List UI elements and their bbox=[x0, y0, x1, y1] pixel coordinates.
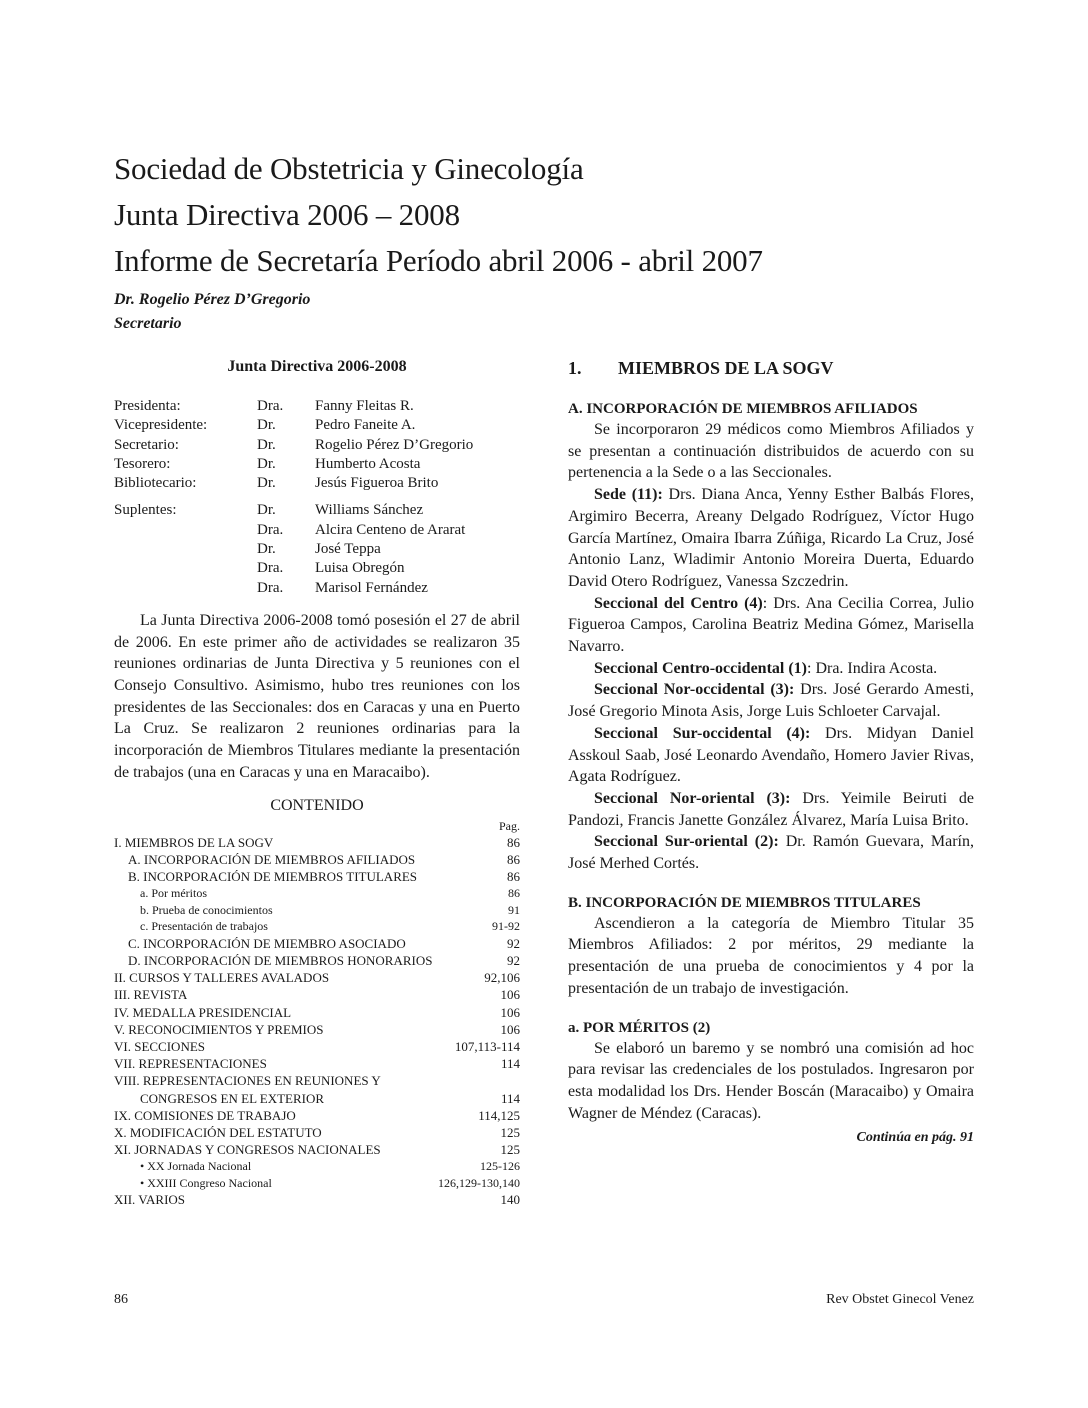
toc-item bbox=[114, 834, 520, 851]
intro-paragraph: La Junta Directiva 2006-2008 tomó posesión el 27 de abril de 2006. En este primer año de actividades se realizaron 35 reuniones ordinarias de Junta Directiva y 5 reuniones con el Consejo Consultivo. Asimismo, hubo tres reuniones con los presidentes de las Seccionales: dos en Caracas y una en Puerto La Cruz. Se realizaron 2 reuniones ordinarias para la incorporación de Miembros Titulares mediante la presentación de trabajos (una en Caracas y una en Maracaibo). bbox=[114, 611, 520, 781]
toc-item-page: 91-92 bbox=[492, 919, 520, 934]
toc-item-page: 125 bbox=[500, 1142, 520, 1158]
toc-item-page: 126,129-130,140 bbox=[438, 1175, 520, 1190]
board-title-abbr: Dra. bbox=[257, 560, 284, 577]
member-group-text: : Dra. Indira Acosta. bbox=[807, 659, 938, 677]
member-groups bbox=[568, 484, 974, 875]
section-title: MIEMBROS DE LA SOGV bbox=[618, 358, 834, 378]
toc-item bbox=[114, 902, 520, 919]
board-row bbox=[114, 501, 520, 520]
board-row bbox=[114, 474, 520, 493]
member-group bbox=[568, 679, 974, 722]
toc-item-page: 114,125 bbox=[478, 1107, 520, 1123]
subsection-b-text: Ascendieron a la categoría de Miembro Titular 35 Miembros Afiliados: 2 por méritos, 29 mediante la presentación de una prueba de conocimientos y 4 por la presentación de un trabajo de investigación. bbox=[568, 914, 974, 997]
member-group-lead: Seccional del Centro (4) bbox=[594, 594, 763, 612]
board-title-abbr: Dr. bbox=[257, 436, 276, 453]
board-title-abbr: Dr. bbox=[257, 502, 276, 519]
member-group-lead: Seccional Sur-occidental (4): bbox=[594, 724, 811, 742]
member-group-text: Drs. Diana Anca, Yenny Esther Balbás Flores, Argimiro Becerra, Areany Delgado Rodríguez, Víctor Hugo García Martínez, Omaira Ibarra Zúñiga, Ricardo La Cruz, José Antonio Lanz, Wladimir Antonio Moreira Duerta, Eduardo David Otero Rodríguez, Vanessa Szczedrin. bbox=[568, 486, 974, 590]
toc-item bbox=[114, 1038, 520, 1055]
toc-item bbox=[114, 885, 520, 902]
toc-item-label: A. INCORPORACIÓN DE MIEMBROS AFILIADOS bbox=[128, 851, 416, 867]
toc-item bbox=[114, 918, 520, 935]
board-role: Bibliotecario: bbox=[114, 475, 197, 492]
toc-item-label: I. MIEMBROS DE LA SOGV bbox=[114, 834, 274, 850]
board-title-abbr: Dr. bbox=[257, 475, 276, 492]
section-number: 1. bbox=[568, 358, 582, 378]
toc-item bbox=[114, 1158, 520, 1175]
board-row bbox=[114, 540, 520, 559]
continued-note: Continúa en pág. 91 bbox=[856, 1130, 974, 1146]
toc-item bbox=[114, 1124, 520, 1141]
toc-item bbox=[114, 851, 520, 868]
toc-item-label: • XX Jornada Nacional bbox=[140, 1159, 252, 1174]
toc-item bbox=[114, 1191, 520, 1208]
board-row bbox=[114, 397, 520, 416]
section-heading bbox=[568, 358, 974, 379]
member-group bbox=[568, 723, 974, 788]
toc-item-page: 140 bbox=[500, 1192, 520, 1208]
board-role: Presidenta: bbox=[114, 398, 181, 414]
member-group bbox=[568, 484, 974, 593]
toc-item-label: IV. MEDALLA PRESIDENCIAL bbox=[114, 1004, 292, 1020]
board-role: Tesorero: bbox=[114, 455, 171, 472]
member-group-text: Dr. Ramón Guevara, Marín, José Merhed Cortés. bbox=[568, 833, 974, 873]
toc-item-label: V. RECONOCIMIENTOS Y PREMIOS bbox=[114, 1021, 324, 1037]
board-name: Alcira Centeno de Ararat bbox=[315, 521, 466, 538]
page-number: 86 bbox=[114, 1292, 128, 1307]
board-name: José Teppa bbox=[315, 541, 381, 558]
author-name: Dr. Rogelio Pérez D’Gregorio bbox=[114, 291, 311, 308]
toc-item-label: • XXIII Congreso Nacional bbox=[140, 1175, 272, 1190]
toc-page-header: Pag. bbox=[499, 818, 520, 833]
toc-item-page: 125 bbox=[500, 1124, 520, 1140]
toc-item-label: a. Por méritos bbox=[140, 886, 207, 901]
toc-item-label: B. INCORPORACIÓN DE MIEMBROS TITULARES bbox=[128, 869, 418, 884]
toc-item-label: D. INCORPORACIÓN DE MIEMBROS HONORARIOS bbox=[128, 952, 433, 968]
subsection-heading-b-a: a. POR MÉRITOS (2) bbox=[568, 1019, 711, 1036]
member-group-text: Drs. José Gerardo Amesti, José Gregorio Minota Asis, Jorge Luis Schloeter Carvajal. bbox=[568, 681, 975, 721]
table-of-contents bbox=[114, 819, 520, 1209]
toc-item bbox=[114, 1055, 520, 1072]
board-name: Luisa Obregón bbox=[315, 560, 405, 577]
toc-item-label: CONGRESOS EN EL EXTERIOR bbox=[140, 1090, 325, 1106]
board-title-abbr: Dra. bbox=[257, 521, 284, 538]
toc-item-label: b. Prueba de conocimientos bbox=[140, 902, 273, 917]
member-group-text: Drs. Yeimile Beiruti de Pandozi, Francis Janette González Álvarez, María Luisa Brito. bbox=[568, 789, 975, 829]
toc-item-label: X. MODIFICACIÓN DEL ESTATUTO bbox=[114, 1124, 322, 1140]
member-group-lead: Seccional Centro-occidental (1) bbox=[594, 659, 807, 677]
toc-item bbox=[114, 1072, 520, 1089]
board-title-abbr: Dr. bbox=[257, 541, 276, 558]
toc-list bbox=[114, 834, 520, 1209]
contents-title: CONTENIDO bbox=[270, 796, 364, 814]
board-name: Humberto Acosta bbox=[315, 455, 421, 472]
subsection-a-intro: Se incorporaron 29 médicos como Miembros Afiliados y se presentan a continuación distribuidos de acuerdo con su pertenencia a la Sede o a las Seccionales. bbox=[568, 421, 974, 482]
member-group bbox=[568, 593, 974, 658]
toc-item bbox=[114, 1090, 520, 1107]
board-row bbox=[114, 455, 520, 474]
toc-item bbox=[114, 1004, 520, 1021]
toc-item-page: 107,113-114 bbox=[454, 1038, 520, 1054]
toc-item-page: 86 bbox=[507, 851, 520, 867]
toc-item-page: 92 bbox=[507, 935, 520, 951]
toc-item bbox=[114, 935, 520, 952]
toc-item-page: 86 bbox=[508, 886, 520, 901]
board-title-abbr: Dra. bbox=[257, 398, 284, 414]
board-row bbox=[114, 416, 520, 435]
toc-item-page: 86 bbox=[507, 869, 520, 884]
toc-item-page: 106 bbox=[500, 987, 520, 1003]
toc-item-label: III. REVISTA bbox=[114, 987, 188, 1003]
member-group-lead: Seccional Sur-oriental (2): bbox=[594, 833, 779, 851]
board-row bbox=[114, 559, 520, 578]
toc-item-label: c. Presentación de trabajos bbox=[140, 919, 268, 934]
member-group bbox=[568, 831, 974, 874]
toc-item bbox=[114, 969, 520, 986]
toc-item-page: 114 bbox=[500, 1056, 520, 1072]
board-name: Rogelio Pérez D’Gregorio bbox=[315, 436, 474, 453]
toc-item-page: 86 bbox=[507, 834, 520, 850]
toc-item bbox=[114, 1107, 520, 1124]
author-role: Secretario bbox=[114, 315, 182, 332]
toc-item-label: VIII. REPRESENTACIONES EN REUNIONES Y bbox=[114, 1073, 381, 1089]
toc-item bbox=[114, 986, 520, 1003]
board-name: Jesús Figueroa Brito bbox=[315, 475, 439, 492]
journal-name: Rev Obstet Ginecol Venez bbox=[826, 1292, 974, 1307]
board-role: Secretario: bbox=[114, 436, 179, 453]
board-row bbox=[114, 521, 520, 540]
board-title-abbr: Dr. bbox=[257, 455, 276, 472]
toc-item bbox=[114, 1021, 520, 1038]
toc-item-label: XII. VARIOS bbox=[114, 1192, 186, 1208]
suplentes-label: Suplentes: bbox=[114, 502, 177, 519]
toc-item-page: 92,106 bbox=[484, 970, 520, 986]
member-group-lead: Seccional Nor-oriental (3): bbox=[594, 789, 791, 807]
toc-item-page: 92 bbox=[507, 952, 520, 968]
toc-item-page bbox=[514, 1072, 520, 1089]
member-group-lead: Sede (11): bbox=[594, 486, 663, 504]
right-column bbox=[568, 358, 974, 1146]
subsection-heading-b: B. INCORPORACIÓN DE MIEMBROS TITULARES bbox=[568, 894, 921, 911]
board-members bbox=[114, 397, 520, 598]
toc-item-label: II. CURSOS Y TALLERES AVALADOS bbox=[114, 970, 330, 986]
toc-item-page: 106 bbox=[500, 1004, 520, 1020]
member-group bbox=[568, 658, 974, 680]
member-group-text: Drs. Midyan Daniel Asskoul Saab, José Leonardo Avendaño, Homero Javier Rivas, Agata Rodríguez. bbox=[568, 724, 974, 786]
board-title: Junta Directiva 2006-2008 bbox=[227, 358, 407, 375]
toc-item-page: 91 bbox=[508, 902, 520, 917]
member-group bbox=[568, 788, 974, 831]
board-name: Pedro Faneite A. bbox=[315, 417, 416, 434]
board-title-abbr: Dra. bbox=[257, 579, 284, 596]
toc-item-label: IX. COMISIONES DE TRABAJO bbox=[114, 1107, 296, 1123]
author-block bbox=[114, 288, 310, 336]
board-name: Marisol Fernández bbox=[315, 579, 428, 596]
toc-item-page: 125-126 bbox=[480, 1159, 520, 1174]
subsection-b-a-text: Se elaboró un baremo y se nombró una comisión ad hoc para revisar las credenciales de los postulados. Ingresaron por esta modalidad los Drs. Hender Boscán (Maracaibo) y Omaira Wagner de Méndez (Caracas). bbox=[568, 1039, 974, 1122]
toc-item-label: VII. REPRESENTACIONES bbox=[114, 1056, 267, 1072]
toc-item bbox=[114, 952, 520, 969]
member-group-text: : Drs. Ana Cecilia Correa, Julio Figueroa Campos, Carolina Beatriz Medina Gómez, Marisella Navarro. bbox=[568, 594, 974, 656]
toc-item-label: XI. JORNADAS Y CONGRESOS NACIONALES bbox=[114, 1142, 381, 1158]
board-role: Vicepresidente: bbox=[114, 417, 208, 434]
toc-item-page: 114 bbox=[500, 1090, 520, 1106]
title-line: Sociedad de Obstetricia y Ginecología bbox=[114, 151, 584, 186]
member-group-lead: Seccional Nor-occidental (3): bbox=[594, 681, 795, 699]
left-column bbox=[114, 358, 520, 1209]
board-row bbox=[114, 436, 520, 455]
title-line: Informe de Secretaría Período abril 2006 - abril 2007 bbox=[114, 243, 763, 278]
toc-item-label: C. INCORPORACIÓN DE MIEMBRO ASOCIADO bbox=[128, 935, 406, 951]
title-line: Junta Directiva 2006 – 2008 bbox=[114, 197, 460, 232]
toc-item-page: 106 bbox=[500, 1021, 520, 1037]
toc-item bbox=[114, 868, 520, 885]
board-row bbox=[114, 579, 520, 598]
toc-item-label: VI. SECCIONES bbox=[114, 1038, 206, 1054]
document-title bbox=[114, 146, 1014, 284]
toc-item bbox=[114, 1141, 520, 1158]
toc-item bbox=[114, 1175, 520, 1192]
board-name: Williams Sánchez bbox=[315, 502, 424, 519]
subsection-heading-a: A. INCORPORACIÓN DE MIEMBROS AFILIADOS bbox=[568, 401, 918, 417]
board-title-abbr: Dr. bbox=[257, 417, 276, 434]
board-name: Fanny Fleitas R. bbox=[315, 398, 414, 414]
